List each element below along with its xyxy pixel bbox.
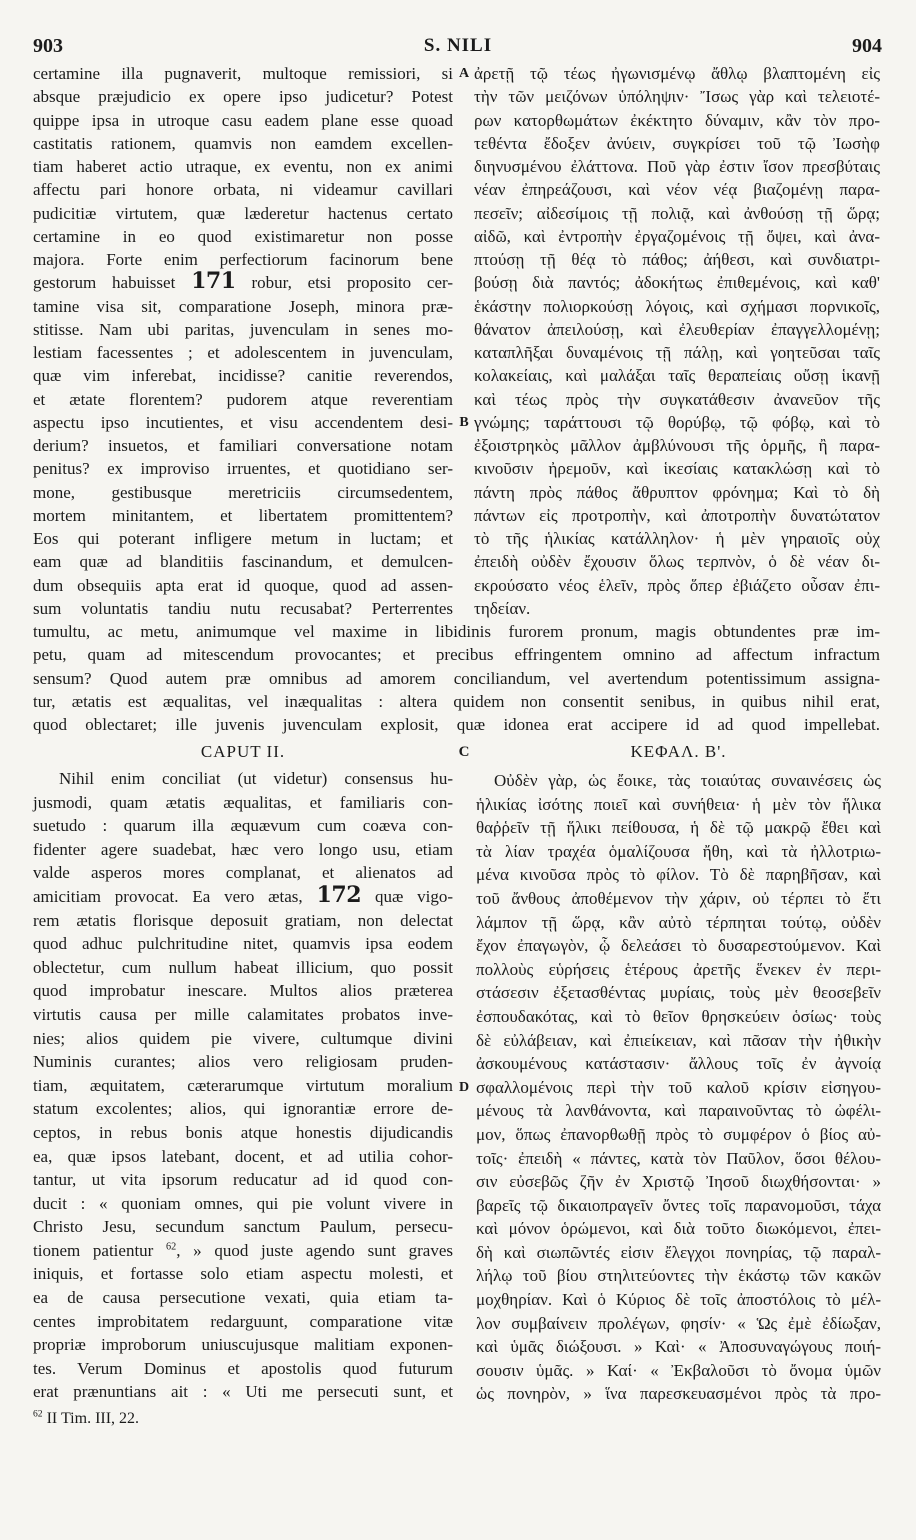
page-number-right: 904 xyxy=(852,35,882,57)
greek-line: καὶ ὑμᾶς διώξουσι. » Καὶ· « Ἀποσυναγώγους ποιή- xyxy=(476,1337,881,1357)
greek-line: τοῖς· ἐπειδὴ « πάντες, κατὰ τὸν Παῦλον, ὅσοι θέλου- xyxy=(476,1148,881,1168)
greek-line: καταπλῆξαι δυναμένοις τῇ πάλῃ, καὶ γοητεῦσαι ταῖς xyxy=(474,343,880,362)
latin-line: derium? insuetos, et familiari conversatione notam xyxy=(33,436,453,455)
greek-line: τὴν τῶν μειζόνων ὑπόληψιν· Ἴσως γὰρ καὶ τελειοτέ- xyxy=(474,87,880,107)
greek-column-top xyxy=(474,62,880,620)
greek-line: αἰδῶ, καὶ ἐντροπὴν ἐργαζομένοις τῇ ὄψει, καὶ ἀνα- xyxy=(474,226,880,246)
margin-letter-c: C xyxy=(458,744,470,760)
margin-letter-b: B xyxy=(459,415,469,430)
greek-line: γνώμης; ταράττουσι τῷ θορύβῳ, τῷ φόβῳ, καὶ τὸ xyxy=(474,412,880,432)
latin-line: lestiam facessentes ; et adolescentem in juvenculam, xyxy=(33,343,453,362)
latin-line: oblectetur, cum nullum habeat illicium, quo possit xyxy=(33,957,453,977)
footnote xyxy=(33,1407,453,1431)
running-title: S. NILI xyxy=(423,35,493,56)
line-text: gestorum habuisset xyxy=(33,273,192,293)
latin-line: valde asperos mores complanat, et alienatos ad xyxy=(33,863,453,883)
greek-line: ρων κατορθωμάτων ἐκέκτητο δύναμιν, κἂν τὸν προ- xyxy=(474,110,880,130)
latin-line: virtutis causa per mille calamitates probatos inve- xyxy=(33,1004,453,1024)
margin-letter-d: D xyxy=(458,1080,470,1095)
latin-line: quæ vim inferebat, incidisse? canitie reverendos, xyxy=(33,366,453,386)
latin-line: propriæ improborum uniuscujusque malitiam exponen- xyxy=(33,1335,453,1355)
greek-line: θάνατον ἀπειλούσῃ, καὶ ἐλευθερίαν ἐπαγγελλομένῃ; xyxy=(474,319,880,339)
latin-line: petu, quam ad mitescendum provocantes; et precibus effringentem omnino ad affectum infractum xyxy=(33,645,880,665)
greek-line: ἐσπουδακότας, καὶ τὸ θεῖον θρησκεύειν ὁσίως· τοὺς xyxy=(476,1006,881,1026)
line-text: tionem patientur xyxy=(33,1240,167,1260)
greek-line: κολακείαις, καὶ μαλάξαι ταῖς θεραπείαις οὔσῃ ἱκανῇ xyxy=(474,366,880,386)
greek-line: μον, ὅπως ἐπανορθωθῇ πρὸς τὸ συμφέρον ὁ βίος αὐ- xyxy=(476,1124,881,1144)
greek-line: καὶ τέως πρὸς τὴν συγκατάθεσιν ἀνανεῦον τῆς xyxy=(474,389,880,409)
column-number-marker: 172 xyxy=(316,881,362,908)
line-text: quæ vigo- xyxy=(361,886,453,906)
greek-line: κινοῦσιν ἠρεμοῦν, καὶ ἱκεσίαις κατακλώσῃ καὶ τὸ xyxy=(474,459,880,479)
latin-line: eam quæ ad blanditiis fascinandum, et demulcen- xyxy=(33,552,453,572)
latin-line: quod adhuc pulchritudine nitet, quamvis ipsa eodem xyxy=(33,934,453,954)
latin-line: quod oblectaret; ille juvenis juvenculam explosit, quæ idonea erat accipere id ad quod impellebat. xyxy=(33,715,880,735)
footnote-line xyxy=(33,1407,453,1431)
greek-line: διηνυσμένου ἐλάττονα. Ποῦ γὰρ ἐστιν ἴσον πρεσβύταις xyxy=(474,157,880,176)
latin-line: tur, ætatis est æqualitas, vel inæqualitas : altera quidem non consentit senibus, in quibus nihil erat, xyxy=(33,691,880,711)
latin-line: stitisse. Nam ubi paritas, juvenculam in senes mo- xyxy=(33,319,453,339)
latin-line: tiam, æquitatem, cæterarumque virtutum moralium xyxy=(33,1075,453,1095)
latin-line: jusmodi, quam ætatis æqualitas, et familiaris con- xyxy=(33,792,453,812)
latin-line: Christo Jesu, secundum sanctum Paulum, persecu- xyxy=(33,1217,453,1237)
greek-line: πολλοὺς εὑρήσεις ἑτέρους ἀρετῆς ἕνεκεν ἐν περι- xyxy=(476,959,881,979)
greek-line: τὸ τῆς ἡλικίας κατάλληλον· ἡ μὲν γηραιοῖς οὐχ xyxy=(474,529,880,548)
latin-line: erat prænuntians ait : « Uti me persecuti sunt, et xyxy=(33,1382,453,1402)
latin-line xyxy=(33,881,453,909)
latin-line: mortem minitantem, et libertatem promittentem? xyxy=(33,505,453,525)
latin-line: ducit : « quoniam omnes, qui pie volunt vivere in xyxy=(33,1193,453,1213)
line-text: II Tim. III, 22. xyxy=(42,1410,140,1427)
greek-line: ἔχον ἐπαγωγὸν, ᾧ δελεάσει τὸ δυσαρεστούμενον. Καὶ xyxy=(476,936,881,956)
greek-line: ὡς πονηρὸν, » ἵνα παρεσκευασμένοι πρὸς τὰ προ- xyxy=(476,1384,881,1404)
latin-line: tiam haberet actio utraque, ex eventu, non ex animi xyxy=(33,157,453,176)
latin-line: ea, quæ ipsos latebant, docent, et ad utilia cohor- xyxy=(33,1146,453,1166)
greek-column-lower xyxy=(476,769,881,1406)
latin-line: certamine illa pugnaverit, multoque remissiori, si xyxy=(33,64,453,83)
latin-line: statum excolentes; alios, qui ignorantiæ errore de- xyxy=(33,1099,453,1119)
latin-line: tumultu, ac metu, animumque vel maxime in libidinis furorem pronum, magis obtundentes præ im- xyxy=(33,622,880,641)
latin-line: suetudo : quarum illa æquævum cum coæva con- xyxy=(33,816,453,836)
latin-line: castitatis rationem, quamvis non eamdem excellen- xyxy=(33,133,453,153)
latin-line: mone, gestibusque meretriciis circumsedentem, xyxy=(33,482,453,502)
greek-line: πάντων εἰς προτροπὴν, καὶ ἀποτροπὴν δυνατώτατον xyxy=(474,505,880,525)
latin-line: fidenter agere suadebat, hæc vero longo usu, etiam xyxy=(33,839,453,859)
latin-line xyxy=(33,268,454,295)
latin-line: Eos qui poterant infligere metum in luctam; et xyxy=(33,529,453,548)
latin-line: rem ætatis florisque deposuit gratiam, non delectat xyxy=(33,910,453,930)
greek-line: λάμπον τῇ ὥρᾳ, κἂν αὐτὸ τέρπηται τούτῳ, οὐδὲν xyxy=(476,912,881,932)
greek-line: τοῦ ἄνθους ἀποθέμενον τὴν χάριν, οὐ τέρπει τὸ ἔτι xyxy=(476,888,881,908)
latin-line: affectu pari honore orbata, ni videamur cavillari xyxy=(33,180,453,200)
greek-line: σιν εὐσεβῶς ζῆν ἐν Χριστῷ Ἰησοῦ διωχθήσονται· » xyxy=(476,1172,881,1192)
latin-line: absque præjudicio ex opere ipso judicetur? Potest xyxy=(33,87,453,107)
greek-line: λον συμβαίνειν προλέγων, φησίν· « Ὡς ἐμὲ ἐδίωξαν, xyxy=(476,1313,881,1333)
latin-line: sensum? Quod autem præ omnibus ad amorem conciliandum, vel avertendum potentissimum assigna- xyxy=(33,668,880,688)
greek-line: πεσεῖν; αἰδεσίμοις τῇ πολιᾷ, καὶ ἀνθούσῃ τῇ ὥρᾳ; xyxy=(474,203,880,223)
latin-line: tantur, ut vita ipsorum reducatur ad id quod con- xyxy=(33,1170,453,1190)
column-number-marker: 171 xyxy=(191,268,236,295)
latin-column-top xyxy=(33,62,453,620)
greek-line: ἀσκουμένους κατάστασιν· ἄλλους τοῖς ἐν ἀγνοίᾳ xyxy=(476,1054,881,1074)
greek-line: στάσεσιν ἐξετασθέντας μυρίαις, τοὺς μὲν θεοσεβεῖν xyxy=(476,983,881,1003)
greek-line: πάντη πρὸς πάθος ἄθρυπτον φρόνημα; Καὶ τὸ δὴ xyxy=(474,482,880,502)
latin-line: nies; alios quidem pie vivere, cultumque divini xyxy=(33,1028,453,1048)
latin-line: majora. Forte enim perfectiorum facinorum bene xyxy=(33,250,453,269)
line-text: , » quod juste agendo sunt graves xyxy=(176,1240,453,1260)
line-text: amicitiam provocat. Ea vero ætas, xyxy=(33,886,317,906)
greek-line: ἐπειδὴ οὐδὲν ἔχουσιν ὅλως τερπνὸν, ὁ δὲ νέαν δι- xyxy=(474,552,880,572)
latin-line: ea de causa persecutione vexati, quia etiam ta- xyxy=(33,1288,453,1308)
latin-line: quippe ipsa in utroque casu eadem plane esse quoad xyxy=(33,110,453,130)
latin-line: sum voluntatis tandiu nutu recusabat? Perterrentes xyxy=(33,598,453,618)
greek-line: εκρούσατο νέος ἑλεῖν, πρὸς ὅπερ ἐβιάζετο οὖσαν ἐπι- xyxy=(474,575,880,595)
latin-line xyxy=(33,1239,453,1263)
greek-line: βαρεῖς τῷ δικαιοπραγεῖν ὄντες τοῖς παρανομοῦσι, τάχα xyxy=(476,1195,881,1215)
latin-line: penitus? ex improviso irruentes, et quotidiano ser- xyxy=(33,459,453,479)
latin-line: iniquis, et fortasse solo etiam aspectu molesti, et xyxy=(33,1264,453,1284)
latin-line: Numinis curantes; alios vero religiosam pruden- xyxy=(33,1052,453,1072)
chapter-heading-latin: CAPUT II. xyxy=(200,742,286,761)
greek-line: τηδείαν. xyxy=(474,598,531,618)
greek-line: δὲ εὐλάβειαν, καὶ ἐπιείκειαν, καὶ πᾶσαν τὴν ἠθικὴν xyxy=(476,1030,881,1050)
footnote-reference: 62 xyxy=(33,1408,43,1420)
greek-line: ἡλικίας ἰσότης ποιεῖ καὶ συνήθεια· ἡ μὲν τὸν ἥλικα xyxy=(476,794,881,814)
greek-line: νέαν ἐπηρεάζουσι, καὶ νέον νέᾳ βιαζομένῃ παρα- xyxy=(474,180,880,200)
greek-line: τεθέντα ἔδοξεν ἀνύειν, συγκρίσει τοῦ τῷ Ἰωσὴφ xyxy=(474,133,880,153)
latin-column-lower xyxy=(33,767,453,1404)
latin-line: et ætate florentem? pudorem atque reverentiam xyxy=(33,389,453,409)
greek-line: Οὐδὲν γὰρ, ὡς ἔοικε, τὰς τοιαύτας συναινέσεις ὡς xyxy=(494,771,881,790)
greek-line: μένα κινοῦσα πρὸς τὸ φίλον. Τὸ δὲ παρηβῆσαν, καὶ xyxy=(476,865,881,885)
greek-line: λήλῳ τοῦ βίου στηλιτεύοντες τὴν ἑκάστῳ τῶν κακῶν xyxy=(476,1266,881,1286)
latin-line: tamine visa sit, comparatione Joseph, minora præ- xyxy=(33,296,453,316)
greek-line: βούσῃ διὰ παντός; ἀδοκήτως ἐπιθεμένοις, καὶ καθ' xyxy=(474,273,880,293)
greek-line: τὰ λίαν τραχέα ὁμαλίζουσα ἤθη, καὶ τὰ ἠλλοτριω- xyxy=(476,841,881,861)
greek-line: μοχθηρίαν. Καὶ ὁ Κύριος δὲ τοῖς ἀποστόλοις τὸ μέλ- xyxy=(476,1290,881,1310)
latin-line: quod improbatur inescare. Multos alios præterea xyxy=(33,981,453,1001)
latin-line: tes. Verum Dominus et apostolis quod futurum xyxy=(33,1358,453,1378)
latin-line: Nihil enim conciliat (ut videtur) consensus hu- xyxy=(59,769,453,788)
greek-line: πτούσῃ τῇ θέᾳ τὸ πάθος; ἀήθεσι, καὶ συνδιατρι- xyxy=(474,250,880,269)
latin-line: pudicitiæ virtutem, quæ læderetur hactenus certato xyxy=(33,203,453,223)
chapter-heading-greek: ΚΕΦΑΛ. Β'. xyxy=(630,742,727,761)
latin-line: centes improbitatem redarguunt, comparatione vitæ xyxy=(33,1311,453,1331)
greek-line: σφαλλομένοις περὶ τὴν τοῦ καλοῦ κρίσιν εἰσηγου- xyxy=(476,1077,881,1097)
margin-letter-a: A xyxy=(458,66,470,81)
page-number-left: 903 xyxy=(33,35,63,57)
greek-line: θαῤῥεῖν τῇ ἥλικι πείθουσα, ἡ δὲ τῷ μακρῷ ἔθει καὶ xyxy=(476,818,881,838)
greek-line: δὴ καὶ σιωπῶντές εἰσιν ἔλεγχοι πονηρίας, τῷ παραλ- xyxy=(476,1242,881,1262)
latin-line: aspectu ipso incutientes, et visu accendentem desi- xyxy=(33,412,453,432)
greek-line: ἀρετῇ τῷ τέως ἠγωνισμένῳ ἄθλῳ βλαπτομένη εἰς xyxy=(474,64,880,83)
greek-line: μένους τὰ λανθάνοντα, καὶ παραινοῦντας τὸ ὠφέλι- xyxy=(476,1101,881,1121)
latin-line: ceptos, in rebus bonis atque honestis dijudicandis xyxy=(33,1122,453,1142)
latin-line: certamine in eo quod existimaretur non posse xyxy=(33,226,453,246)
greek-line: ἑκάστην πολιορκούσῃ λόγοις, καὶ σχήμασι πορνικοῖς, xyxy=(474,296,880,316)
greek-line: ἐξοιστρηκὸς μᾶλλον ἀμβλύνουσι τῆς ὁρμῆς, ἢ παρα- xyxy=(474,436,880,455)
footnote-reference: 62 xyxy=(166,1241,177,1253)
greek-line: καὶ μόνον ὁρώμενοι, καὶ διὰ τοῦτο διωκόμενοι, ἐπει- xyxy=(476,1219,881,1239)
line-text: robur, etsi proposito cer- xyxy=(235,273,454,293)
latin-full-width-text xyxy=(33,620,880,736)
greek-line: σουσιν ὑμᾶς. » Καί· « Ἐκβαλοῦσι τὸ ὄνομα ὑμῶν xyxy=(476,1360,881,1380)
latin-line: dum obsequiis apta erat id quoque, quod ad assen- xyxy=(33,575,453,595)
